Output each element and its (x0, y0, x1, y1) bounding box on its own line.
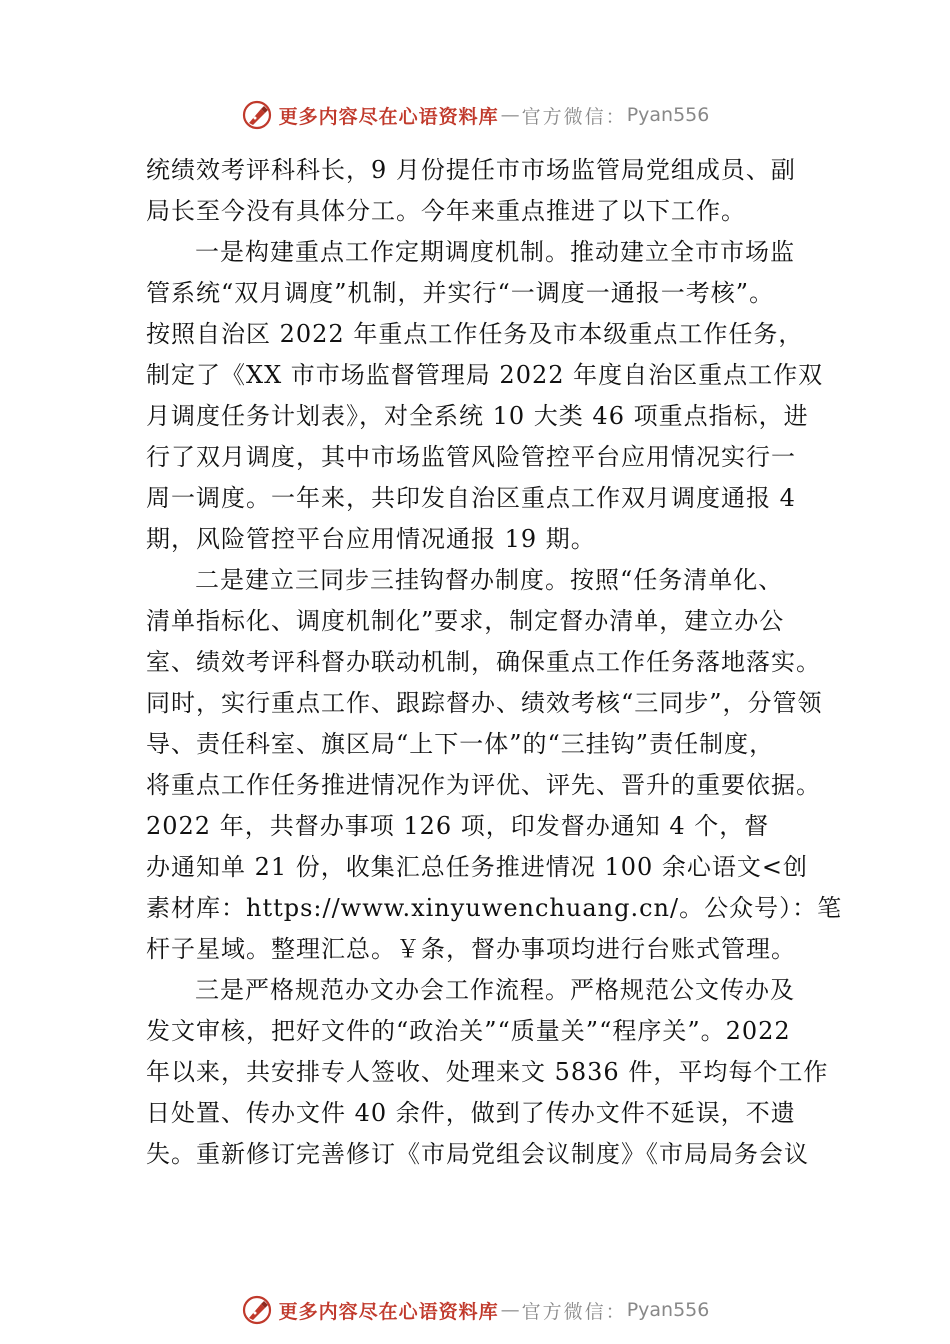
text-line: 办通知单 21 份，收集汇总任务推进情况 100 余心语文<创 (146, 853, 808, 881)
text-line: 室、绩效考评科督办联动机制，确保重点工作任务落地落实。 (146, 648, 821, 676)
paragraph-start-line: 一是构建重点工作定期调度机制。推动建立全市市场监 (195, 238, 795, 266)
document-body (146, 150, 843, 1175)
text-line: 月调度任务计划表》，对全系统 10 大类 46 项重点指标，进 (146, 402, 809, 430)
text-line: 2022 年，共督办事项 126 项，印发督办通知 4 个，督 (146, 812, 770, 840)
text-line: 失。重新修订完善修订《市局党组会议制度》《市局局务会议 (146, 1140, 809, 1168)
banner-wechat-label: 官方微信： (521, 1300, 627, 1323)
paragraph-start-line: 二是建立三同步三挂钩督办制度。按照“任务清单化、 (195, 566, 784, 594)
text-line: 管系统“双月调度”机制，并实行“一调度一通报一考核”。 (146, 279, 775, 307)
text-line: 将重点工作任务推进情况作为评优、评先、晋升的重要依据。 (146, 771, 821, 799)
footer-banner (0, 1290, 950, 1330)
text-line: 清单指标化、调度机制化”要求，制定督办清单，建立办公 (146, 607, 785, 635)
text-line: 同时，实行重点工作、跟踪督办、绩效考核“三同步”，分管领 (146, 689, 823, 717)
banner-brand: 更多内容尽在心语资料库 (278, 1300, 499, 1323)
text-line: 素材库：https://www.xinyuwenchuang.cn/。公众号）：笔 (146, 894, 843, 922)
banner-wechat-id: Pyan556 (626, 1299, 710, 1321)
text-line: 发文审核，把好文件的“政治关”“质量关”“程序关”。2022 (146, 1017, 791, 1045)
text-line: 统绩效考评科科长，9 月份提任市市场监管局党组成员、副 (146, 156, 796, 184)
banner-separator: — (500, 1299, 520, 1321)
pen-nib-circle-icon (241, 99, 273, 131)
pen-nib-circle-icon (241, 1294, 273, 1326)
text-line: 导、责任科室、旗区局“上下一体”的“三挂钩”责任制度， (146, 730, 775, 758)
paragraph-start-line: 三是严格规范办文办会工作流程。严格规范公文传办及 (195, 976, 795, 1004)
text-line: 期，风险管控平台应用情况通报 19 期。 (146, 525, 596, 553)
banner-wechat-id: Pyan556 (626, 104, 710, 126)
text-line: 年以来，共安排专人签收、处理来文 5836 件，平均每个工作 (146, 1058, 829, 1086)
banner-separator: — (500, 104, 520, 126)
text-line: 局长至今没有具体分工。今年来重点推进了以下工作。 (146, 197, 746, 225)
text-line: 行了双月调度，其中市场监管风险管控平台应用情况实行一 (146, 443, 796, 471)
text-line: 杆子星域。整理汇总。￥条，督办事项均进行台账式管理。 (146, 935, 796, 963)
banner-brand: 更多内容尽在心语资料库 (278, 105, 499, 128)
text-line: 周一调度。一年来，共印发自治区重点工作双月调度通报 4 (146, 484, 796, 512)
banner-wechat-label: 官方微信： (521, 105, 627, 128)
text-line: 制定了《XX 市市场监督管理局 2022 年度自治区重点工作双 (146, 361, 824, 389)
header-banner (0, 95, 950, 135)
text-line: 日处置、传办文件 40 余件，做到了传办文件不延误，不遗 (146, 1099, 796, 1127)
text-line: 按照自治区 2022 年重点工作任务及市本级重点工作任务， (146, 320, 804, 348)
